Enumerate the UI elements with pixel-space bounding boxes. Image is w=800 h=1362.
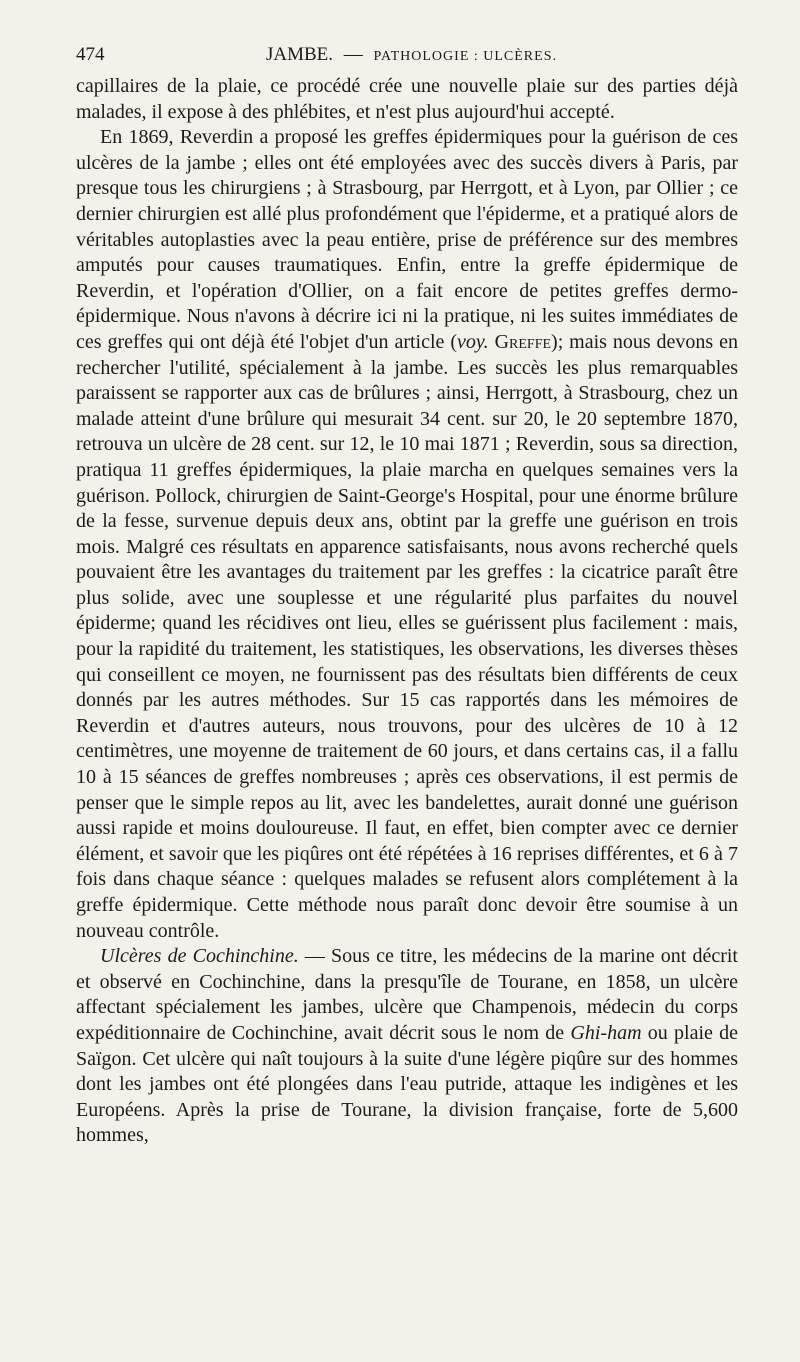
running-header [76, 44, 738, 74]
term-ghi-ham: Ghi-ham [570, 1021, 642, 1044]
body-text [76, 74, 738, 1149]
voy-abbreviation: voy. [457, 330, 489, 353]
paragraph-continuation: capillaires de la plaie, ce procédé crée une nouvelle plaie sur des parties déjà malades, il expose à des phlébites, et n'est plus aujourd'hui accepté. [76, 75, 738, 123]
page-number: 474 [76, 44, 105, 65]
paragraph-greffes-part2: ); mais nous devons en rechercher l'utilité, spécialement à la jambe. Les succès les plus remarquables paraissent se rapporter aux cas de brûlures ; ainsi, Herrgott, à Strasbourg, chez un malade atteint d'une brûlure qui mesurait 34 cent. sur 20, le 20 septembre 1870, retrouva un ulcère de 28 cent. sur 12, le 10 mai 1871 ; Reverdin, sous sa direction, pratiqua 11 greffes épidermiques, la plaie marcha en quelques semaines vers la guérison. Pollock, chirurgien de Saint-George's Hospital, pour une énorme brûlure de la fesse, survenue depuis deux ans, obtint par la greffe une guérison en trois mois. Malgré ces résultats en apparence satisfaisants, nous avons recherché quels pouvaient être les avantages du traitement par les greffes : la cicatrice paraît être plus solide, avec une souplesse et une régularité plus parfaites du nouvel épiderme; quand les récidives ont lieu, elles se guérissent plus facilement : mais, pour la rapidité du traitement, les statistiques, les observations, les diverses thèses qui conseillent ce moyen, ne fournissent pas des résultats bien différents de ceux donnés par les autres méthodes. Sur 15 cas rapportés dans les mémoires de Reverdin et d'autres auteurs, nous trouvons, pour des ulcères de 10 à 12 centimètres, une moyenne de traitement de 60 jours, et dans certains cas, il a fallu 10 à 15 séances de greffes nombreuses ; après ces observations, il est permis de penser que le simple repos au lit, avec les bandelettes, aurait donné une guérison aussi rapide et moins douloureuse. Il faut, en effet, bien compter avec ce dernier élément, et savoir que les piqûres ont été répétées à 16 reprises différentes, et 6 à 7 fois dans chaque séance : quelques malades se refusent alors complétement à la greffe épidermique. Cette méthode nous paraît donc devoir être soumise à un nouveau contrôle. [76, 330, 739, 942]
book-page [0, 44, 800, 1362]
running-title-separator: — [343, 44, 363, 65]
running-title-main: JAMBE. [266, 44, 334, 65]
paragraph-greffes [76, 125, 738, 944]
paragraph-greffes-part1: En 1869, Reverdin a proposé les greffes épidermiques pour la guérison de ces ulcères de la jambe ; elles ont été employées avec des succès divers à Paris, par presque tous les chirurgiens ; à Strasbourg, par Herrgott, et à Lyon, par Ollier ; ce dernier chirurgien est allé plus profondément que l'épiderme, et a pratiqué alors de véritables autoplasties avec la peau entière, prise de préférence sur des membres amputés pour causes traumatiques. Enfin, entre la greffe épidermique de Reverdin, et l'opération d'Ollier, on a fait encore de petites greffes dermo-épidermique. Nous n'avons à décrire ici ni la pratique, ni les suites immédiates de ces greffes qui ont déjà été l'objet d'un article ( [76, 126, 738, 353]
section-heading-cochinchine: Ulcères de Cochinchine. [100, 945, 299, 968]
paragraph-cochinchine-part1: — Sous ce titre, les médecins de la marine ont décrit et observé en Cochinchine, dans la presqu'île de Tourane, en 1858, un ulcère affectant spécialement les jambes, ulcère que Champenois, médecin du corps expéditionnaire de Cochinchine, avait décrit sous le nom de [76, 945, 738, 1044]
paragraph-cochinchine [76, 944, 738, 1149]
running-title [266, 44, 557, 66]
running-title-sub: PATHOLOGIE : ULCÈRES. [373, 49, 557, 64]
paragraph-cochinchine-part2: ou plaie de Saïgon. Cet ulcère qui naît toujours à la suite d'une légère piqûre sur des hommes dont les jambes ont été plongées dans l'eau putride, attaque les indigènes et les Européens. Après la prise de Tourane, la division française, forte de 5,600 hommes, [76, 1021, 738, 1147]
cross-reference-greffe: Greffe [494, 330, 552, 353]
